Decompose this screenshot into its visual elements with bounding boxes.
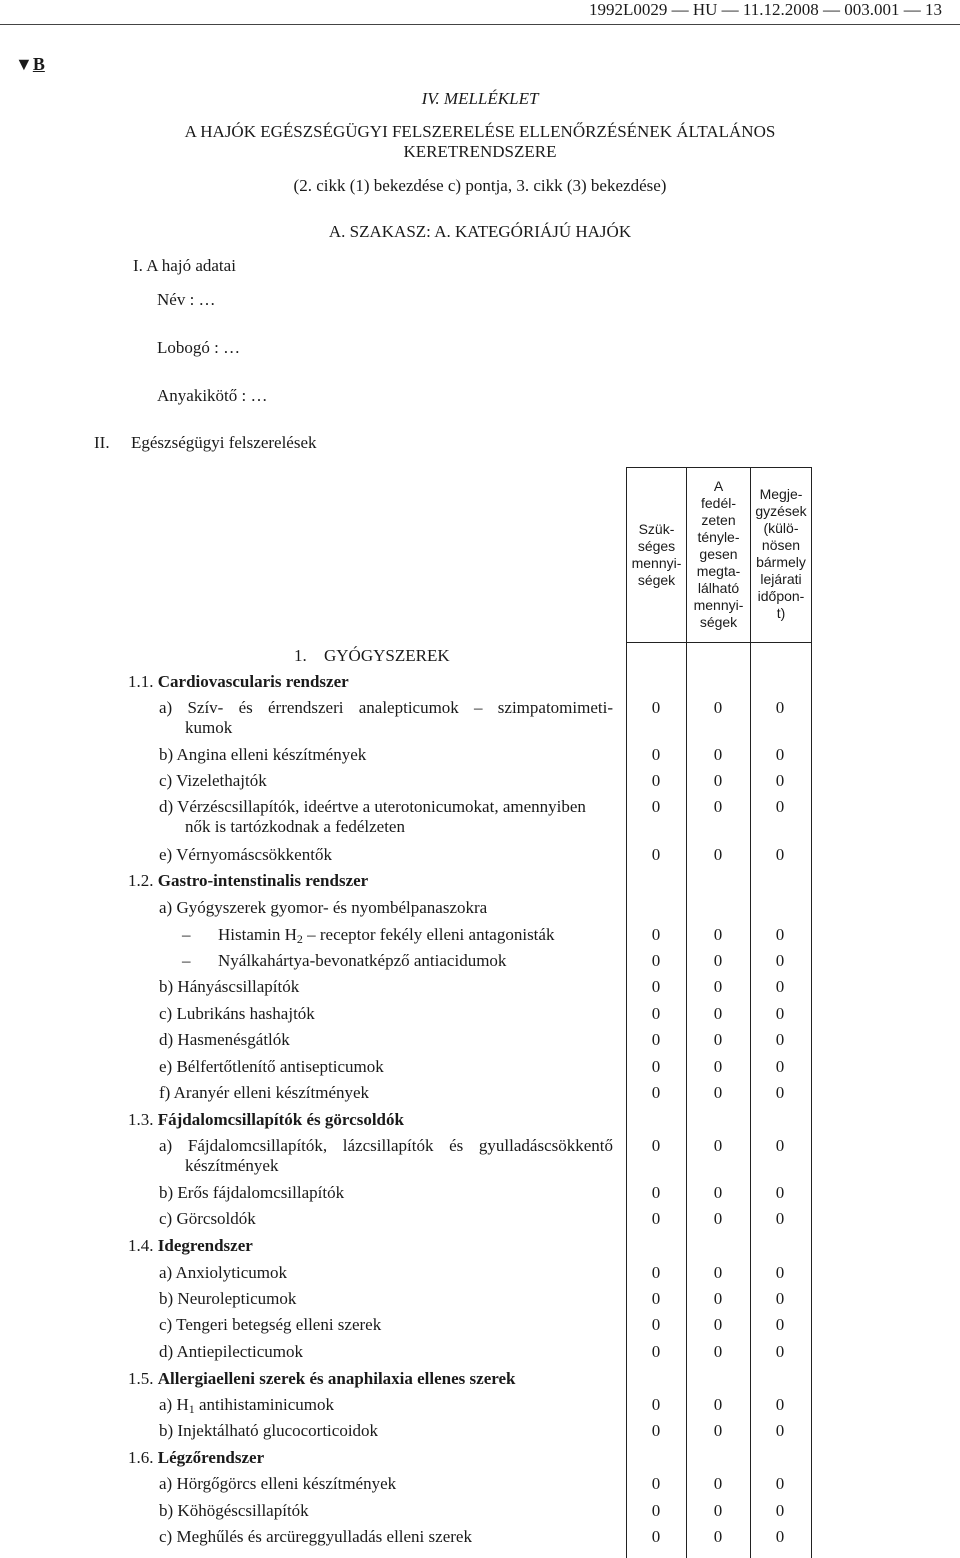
quantity-cell: 0 xyxy=(775,1004,785,1023)
quantity-cell: 0 xyxy=(651,1289,661,1308)
item-label: e) Bélfertőtlenítő antisepticumok xyxy=(159,1057,384,1076)
group-heading: 1.4. Idegrendszer xyxy=(128,1236,253,1255)
marker-letter: B xyxy=(32,54,45,74)
quantity-cell: 0 xyxy=(651,1083,661,1102)
item-label-continued: kumok xyxy=(185,718,233,737)
group-heading: 1.2. Gastro-intenstinalis rendszer xyxy=(128,871,369,890)
quantity-cell: 0 xyxy=(775,1183,785,1202)
header-divider xyxy=(0,24,960,25)
quantity-cell: 0 xyxy=(775,1289,785,1308)
quantity-cell: 0 xyxy=(651,1474,661,1493)
quantity-cell: 0 xyxy=(651,1315,661,1334)
quantity-cell: 0 xyxy=(651,1209,661,1228)
column-header-remarks: Megje- gyzések (külö- nösen bármely lejárati időpon- t) xyxy=(755,486,807,621)
annex-title: IV. MELLÉKLET xyxy=(421,89,539,108)
quantity-cell: 0 xyxy=(775,698,785,717)
quantity-cell: 0 xyxy=(775,745,785,764)
group-heading: 1.5. Allergiaelleni szerek és anaphilaxia ellenes szerek xyxy=(128,1369,516,1388)
quantity-cell: 0 xyxy=(713,745,723,764)
section-title: A. SZAKASZ: A. KATEGÓRIÁJÚ HAJÓK xyxy=(328,222,632,241)
item-label: a) Anxiolyticumok xyxy=(159,1263,287,1282)
quantity-cell: 0 xyxy=(713,771,723,790)
quantity-cell: 0 xyxy=(713,1057,723,1076)
quantity-cell: 0 xyxy=(713,1289,723,1308)
sub-item-label: Histamin $H_2$ – receptor fekély elleni antagonisták xyxy=(218,925,555,946)
quantity-cell: 0 xyxy=(651,745,661,764)
quantity-cell: 0 xyxy=(713,951,723,970)
equipment-heading: Egészségügyi felszerelések xyxy=(131,433,317,452)
item-label: c) Görcsoldók xyxy=(159,1209,256,1228)
table-top-border xyxy=(626,467,812,468)
item-label: d) Hasmenésgátlók xyxy=(159,1030,290,1049)
item-label: a) Szív- és érrendszeri analepticumok – szimpatomimeti- xyxy=(159,698,613,717)
quantity-cell: 0 xyxy=(713,1209,723,1228)
sub-item-label: Nyálkahártya-bevonatképző antiacidumok xyxy=(218,951,507,970)
quantity-cell: 0 xyxy=(775,1030,785,1049)
quantity-cell: 0 xyxy=(775,951,785,970)
item-label: a) Fájdalomcsillapítók, lázcsillapítók és gyulladáscsökkentő xyxy=(159,1136,613,1155)
quantity-cell: 0 xyxy=(651,845,661,864)
quantity-cell: 0 xyxy=(775,977,785,996)
column-border-1 xyxy=(626,467,627,1558)
item-label: a) Hörgőgörcs elleni készítmények xyxy=(159,1474,397,1493)
item-label: c) Vizelethajtók xyxy=(159,771,267,790)
quantity-cell: 0 xyxy=(775,1395,785,1414)
document-header-reference: 1992L0029 — HU — 11.12.2008 — 003.001 — 13 xyxy=(588,0,942,19)
quantity-cell: 0 xyxy=(713,797,723,816)
quantity-cell: 0 xyxy=(713,698,723,717)
quantity-cell: 0 xyxy=(713,845,723,864)
section-number: 1. xyxy=(294,646,307,665)
quantity-cell: 0 xyxy=(713,1315,723,1334)
quantity-cell: 0 xyxy=(651,1263,661,1282)
quantity-cell: 0 xyxy=(713,1395,723,1414)
quantity-cell: 0 xyxy=(651,1030,661,1049)
sub-item-dash: – xyxy=(182,925,191,944)
column-border-4 xyxy=(811,467,812,1558)
item-label: d) Antiepilecticumok xyxy=(159,1342,303,1361)
quantity-cell: 0 xyxy=(713,1136,723,1155)
quantity-cell: 0 xyxy=(775,1057,785,1076)
ship-data-heading: I. A hajó adatai xyxy=(133,256,236,275)
quantity-cell: 0 xyxy=(651,1004,661,1023)
quantity-cell: 0 xyxy=(775,1263,785,1282)
annex-heading-line1: A HAJÓK EGÉSZSÉGÜGYI FELSZERELÉSE ELLENŐRZÉSÉNEK ÁLTALÁNOS xyxy=(184,122,776,141)
quantity-cell: 0 xyxy=(713,1263,723,1282)
quantity-cell: 0 xyxy=(651,1421,661,1440)
item-label: c) Tengeri betegség elleni szerek xyxy=(159,1315,382,1334)
column-header-actual: A fedél- zeten ténylе- gesen megta- lálható mennyi- ségek xyxy=(693,478,744,630)
quantity-cell: 0 xyxy=(713,1183,723,1202)
quantity-cell: 0 xyxy=(775,1527,785,1546)
quantity-cell: 0 xyxy=(713,1083,723,1102)
table-header-bottom-border xyxy=(626,642,812,643)
triangle-down-icon: ▼ xyxy=(15,54,33,74)
item-label: b) Hányáscsillapítók xyxy=(159,977,300,996)
quantity-cell: 0 xyxy=(651,1057,661,1076)
item-label-continued: nők is tartózkodnak a fedélzeten xyxy=(185,817,405,836)
item-label: f) Aranyér elleni készítmények xyxy=(159,1083,370,1102)
ship-flag-field: Lobogó : … xyxy=(157,338,241,357)
item-label: a) $H_1$ antihistaminicumok xyxy=(159,1395,335,1416)
group-heading: 1.1. Cardiovascularis rendszer xyxy=(128,672,349,691)
section-heading: GYÓGYSZEREK xyxy=(324,646,450,665)
item-label: c) Meghűlés és arcüreggyulladás elleni szerek xyxy=(159,1527,472,1546)
quantity-cell: 0 xyxy=(713,977,723,996)
quantity-cell: 0 xyxy=(713,1527,723,1546)
group-heading: 1.3. Fájdalomcsillapítók és görcsoldók xyxy=(128,1110,404,1129)
quantity-cell: 0 xyxy=(713,1474,723,1493)
annex-legal-reference: (2. cikk (1) bekezdése c) pontja, 3. cikk (3) bekezdése) xyxy=(293,176,667,195)
quantity-cell: 0 xyxy=(651,951,661,970)
item-label: a) Gyógyszerek gyomor- és nyombélpanaszokra xyxy=(159,898,488,917)
equipment-number: II. xyxy=(94,433,110,452)
quantity-cell: 0 xyxy=(651,1527,661,1546)
quantity-cell: 0 xyxy=(651,1395,661,1414)
quantity-cell: 0 xyxy=(775,1501,785,1520)
quantity-cell: 0 xyxy=(651,698,661,717)
quantity-cell: 0 xyxy=(713,925,723,944)
quantity-cell: 0 xyxy=(651,1342,661,1361)
column-border-3 xyxy=(750,467,751,1558)
quantity-cell: 0 xyxy=(775,845,785,864)
quantity-cell: 0 xyxy=(651,797,661,816)
quantity-cell: 0 xyxy=(713,1030,723,1049)
quantity-cell: 0 xyxy=(775,1342,785,1361)
quantity-cell: 0 xyxy=(775,797,785,816)
item-label: d) Vérzéscsillapítók, ideértve a uterotonicumokat, amennyiben xyxy=(159,797,586,816)
quantity-cell: 0 xyxy=(651,1136,661,1155)
quantity-cell: 0 xyxy=(775,1209,785,1228)
item-label: c) Lubrikáns hashajtók xyxy=(159,1004,315,1023)
quantity-cell: 0 xyxy=(775,1083,785,1102)
annex-heading-line2: KERETRENDSZERE xyxy=(403,142,557,161)
quantity-cell: 0 xyxy=(713,1004,723,1023)
quantity-cell: 0 xyxy=(651,1183,661,1202)
column-header-required: Szük- séges mennyi- ségek xyxy=(631,521,682,588)
quantity-cell: 0 xyxy=(651,1501,661,1520)
quantity-cell: 0 xyxy=(713,1342,723,1361)
item-label: b) Neurolepticumok xyxy=(159,1289,297,1308)
item-label: b) Injektálható glucocorticoidok xyxy=(159,1421,379,1440)
quantity-cell: 0 xyxy=(775,1315,785,1334)
quantity-cell: 0 xyxy=(775,1474,785,1493)
ship-name-field: Név : … xyxy=(157,290,216,309)
quantity-cell: 0 xyxy=(775,1421,785,1440)
amendment-marker xyxy=(15,54,45,75)
item-label-continued: készítmények xyxy=(185,1156,279,1175)
item-label: b) Angina elleni készítmények xyxy=(159,745,367,764)
quantity-cell: 0 xyxy=(651,977,661,996)
group-heading: 1.6. Légzőrendszer xyxy=(128,1448,265,1467)
sub-item-dash: – xyxy=(182,951,191,970)
item-label: b) Erős fájdalomcsillapítók xyxy=(159,1183,345,1202)
quantity-cell: 0 xyxy=(713,1501,723,1520)
quantity-cell: 0 xyxy=(775,771,785,790)
item-label: e) Vérnyomáscsökkentők xyxy=(159,845,332,864)
ship-homeport-field: Anyakikötő : … xyxy=(157,386,268,405)
quantity-cell: 0 xyxy=(651,771,661,790)
quantity-cell: 0 xyxy=(651,925,661,944)
item-label: b) Köhögéscsillapítók xyxy=(159,1501,309,1520)
quantity-cell: 0 xyxy=(775,925,785,944)
quantity-cell: 0 xyxy=(713,1421,723,1440)
quantity-cell: 0 xyxy=(775,1136,785,1155)
